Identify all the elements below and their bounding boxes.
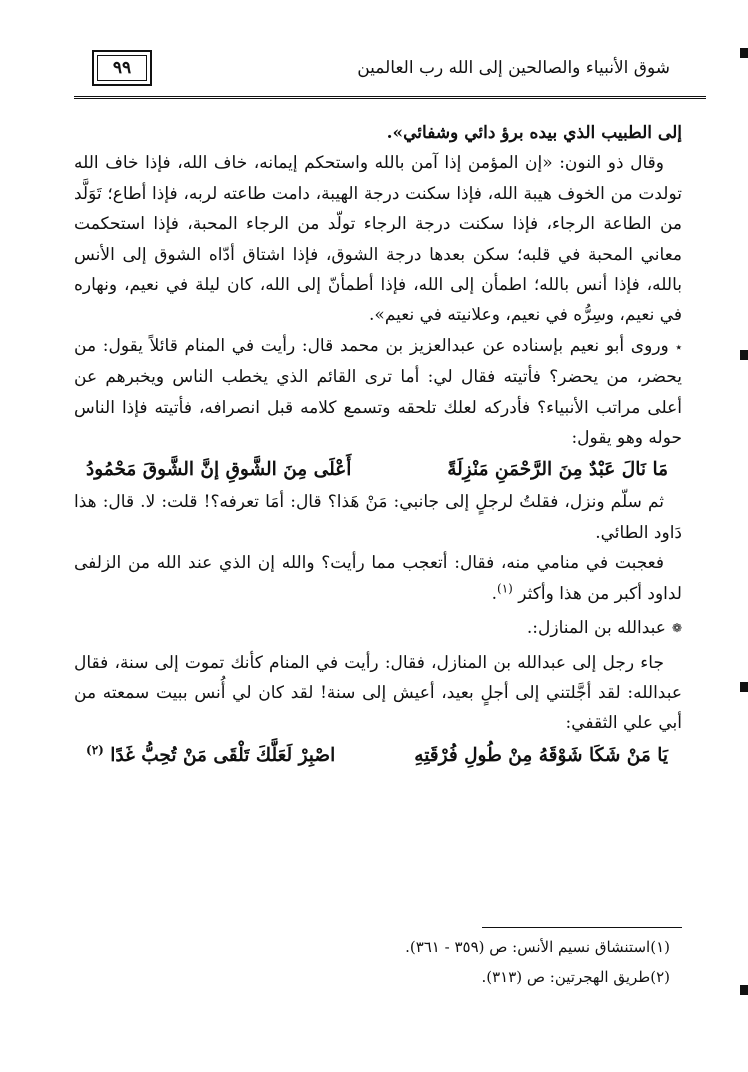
footnote: (١)استنشاق نسيم الأنس: ص (٣٥٩ - ٣٦١). <box>405 938 670 956</box>
paragraph-text: فعجبت في منامي منه، فقال: أتعجب مما رأيت؟ والله إن الذي عند الله من الزلفى لداود أكبر من هذا وأكثر <box>74 553 682 604</box>
section-heading <box>74 613 682 643</box>
verse-hemistich-left-wrap <box>86 739 335 773</box>
paragraph-text: ثم سلّم ونزل، فقلتُ لرجلٍ إلى جانبي: مَنْ هَذا؟ قال: أمَا تعرفه؟! قلت: لا. قال: هذا دَاود الطائي. <box>74 492 682 543</box>
paragraph-text: وقال ذو النون: «إن المؤمن إذا آمن بالله واستحكم إيمانه، خاف الله، فإذا خاف الله تولدت من الخوف هيبة الله، فإذا سكنت درجة الهيبة، دامت طاعته لربه، فإذا أطاع؛ تَوَلَّد من الطاعة الرجاء، فإذا سكنت درجة الرجاء تولّد من الرجاء المحبة، فإذا استحكمت معاني المحبة في قلبه؛ سكن بعدها درجة الشوق، فإذا اشتاق أدّاه الشوق إلى الأنس بالله، فإذا أنس بالله؛ اطمأن إلى الله، فإذا أطمأنّ إلى الله، كان ليلة في نعيم، ونهاره في نعيم، وسِرُّه في نعيم، وعلانيته في نعيم». <box>74 153 682 326</box>
paragraph <box>74 148 682 330</box>
scan-edge-mark <box>740 48 748 58</box>
scan-edge-mark <box>740 682 748 692</box>
paragraph <box>74 331 682 454</box>
flower-bullet-icon: ❁ <box>671 621 682 636</box>
verse-hemistich-right: يَا مَنْ شَكَا شَوْقَهُ مِنْ طُولِ فُرْقَتِهِ <box>414 744 668 766</box>
footnote-ref: (١) <box>497 581 513 596</box>
verse-hemistich-left: أَعْلَى مِنَ الشَّوقِ إنَّ الشَّوقَ مَحْمُودُ <box>86 459 352 481</box>
verse-hemistich-left: اصْبِرْ لَعَلَّكَ تَلْقَى مَنْ تُحِبُّ غَدًا <box>110 744 336 766</box>
footnotes <box>405 932 670 992</box>
star-icon: ٭ <box>675 339 682 354</box>
scan-edge-mark <box>740 985 748 995</box>
section-heading-text: عبدالله بن المنازل:. <box>526 618 666 639</box>
paragraph <box>74 487 682 548</box>
quote-text: إلى الطبيب الذي بيده برؤ دائي وشفائي». <box>386 123 682 143</box>
paragraph <box>74 118 682 148</box>
page-number-box <box>92 50 152 86</box>
verse-hemistich-right: مَا نَالَ عَبْدٌ مِنَ الرَّحْمَنِ مَنْزِلَةً <box>447 459 668 481</box>
running-title: شوق الأنبياء والصالحين إلى الله رب العالمين <box>357 58 670 78</box>
header-rule <box>74 96 706 99</box>
page-number: ٩٩ <box>112 58 132 78</box>
paragraph-text: جاء رجل إلى عبدالله بن المنازل، فقال: رأيت في المنام كأنك تموت إلى سنة، فقال عبدالله: لقد أجَّلتني إلى أجلٍ بعيد، أعيش إلى سنة! لقد كان لي أُنس ببيت سمعته من أبي علي الثقفي: <box>74 652 682 734</box>
paragraph <box>74 648 682 739</box>
scan-edge-mark <box>740 350 748 360</box>
paragraph-text: وروى أبو نعيم بإسناده عن عبدالعزيز بن محمد قال: رأيت في المنام قائلاً يقول: من يحضر، من يحضر؟ فأتيته فقال لي: أما ترى القائم الذي يخطب الناس ويخبرهم عن أعلى مراتب الأنبياء؟ فأدركه لعلك تلحقه وتسمع كلامه قبل انصرافه، فأتيته فإذا الناس حوله وهو يقول: <box>74 335 682 449</box>
paragraph: فعجبت في منامي منه، فقال: أتعجب مما رأيت؟ والله إن الذي عند الله من الزلفى لداود أكبر من هذا وأكثر $^{(١)}$. <box>74 553 682 604</box>
main-text <box>74 118 682 773</box>
verse-line-2 <box>74 739 682 773</box>
footnote-rule <box>482 927 682 928</box>
verse-line-1 <box>74 453 682 487</box>
footnote-ref: (٢) <box>86 742 104 757</box>
footnote: (٢)طريق الهجرتين: ص (٣١٣). <box>481 968 670 986</box>
